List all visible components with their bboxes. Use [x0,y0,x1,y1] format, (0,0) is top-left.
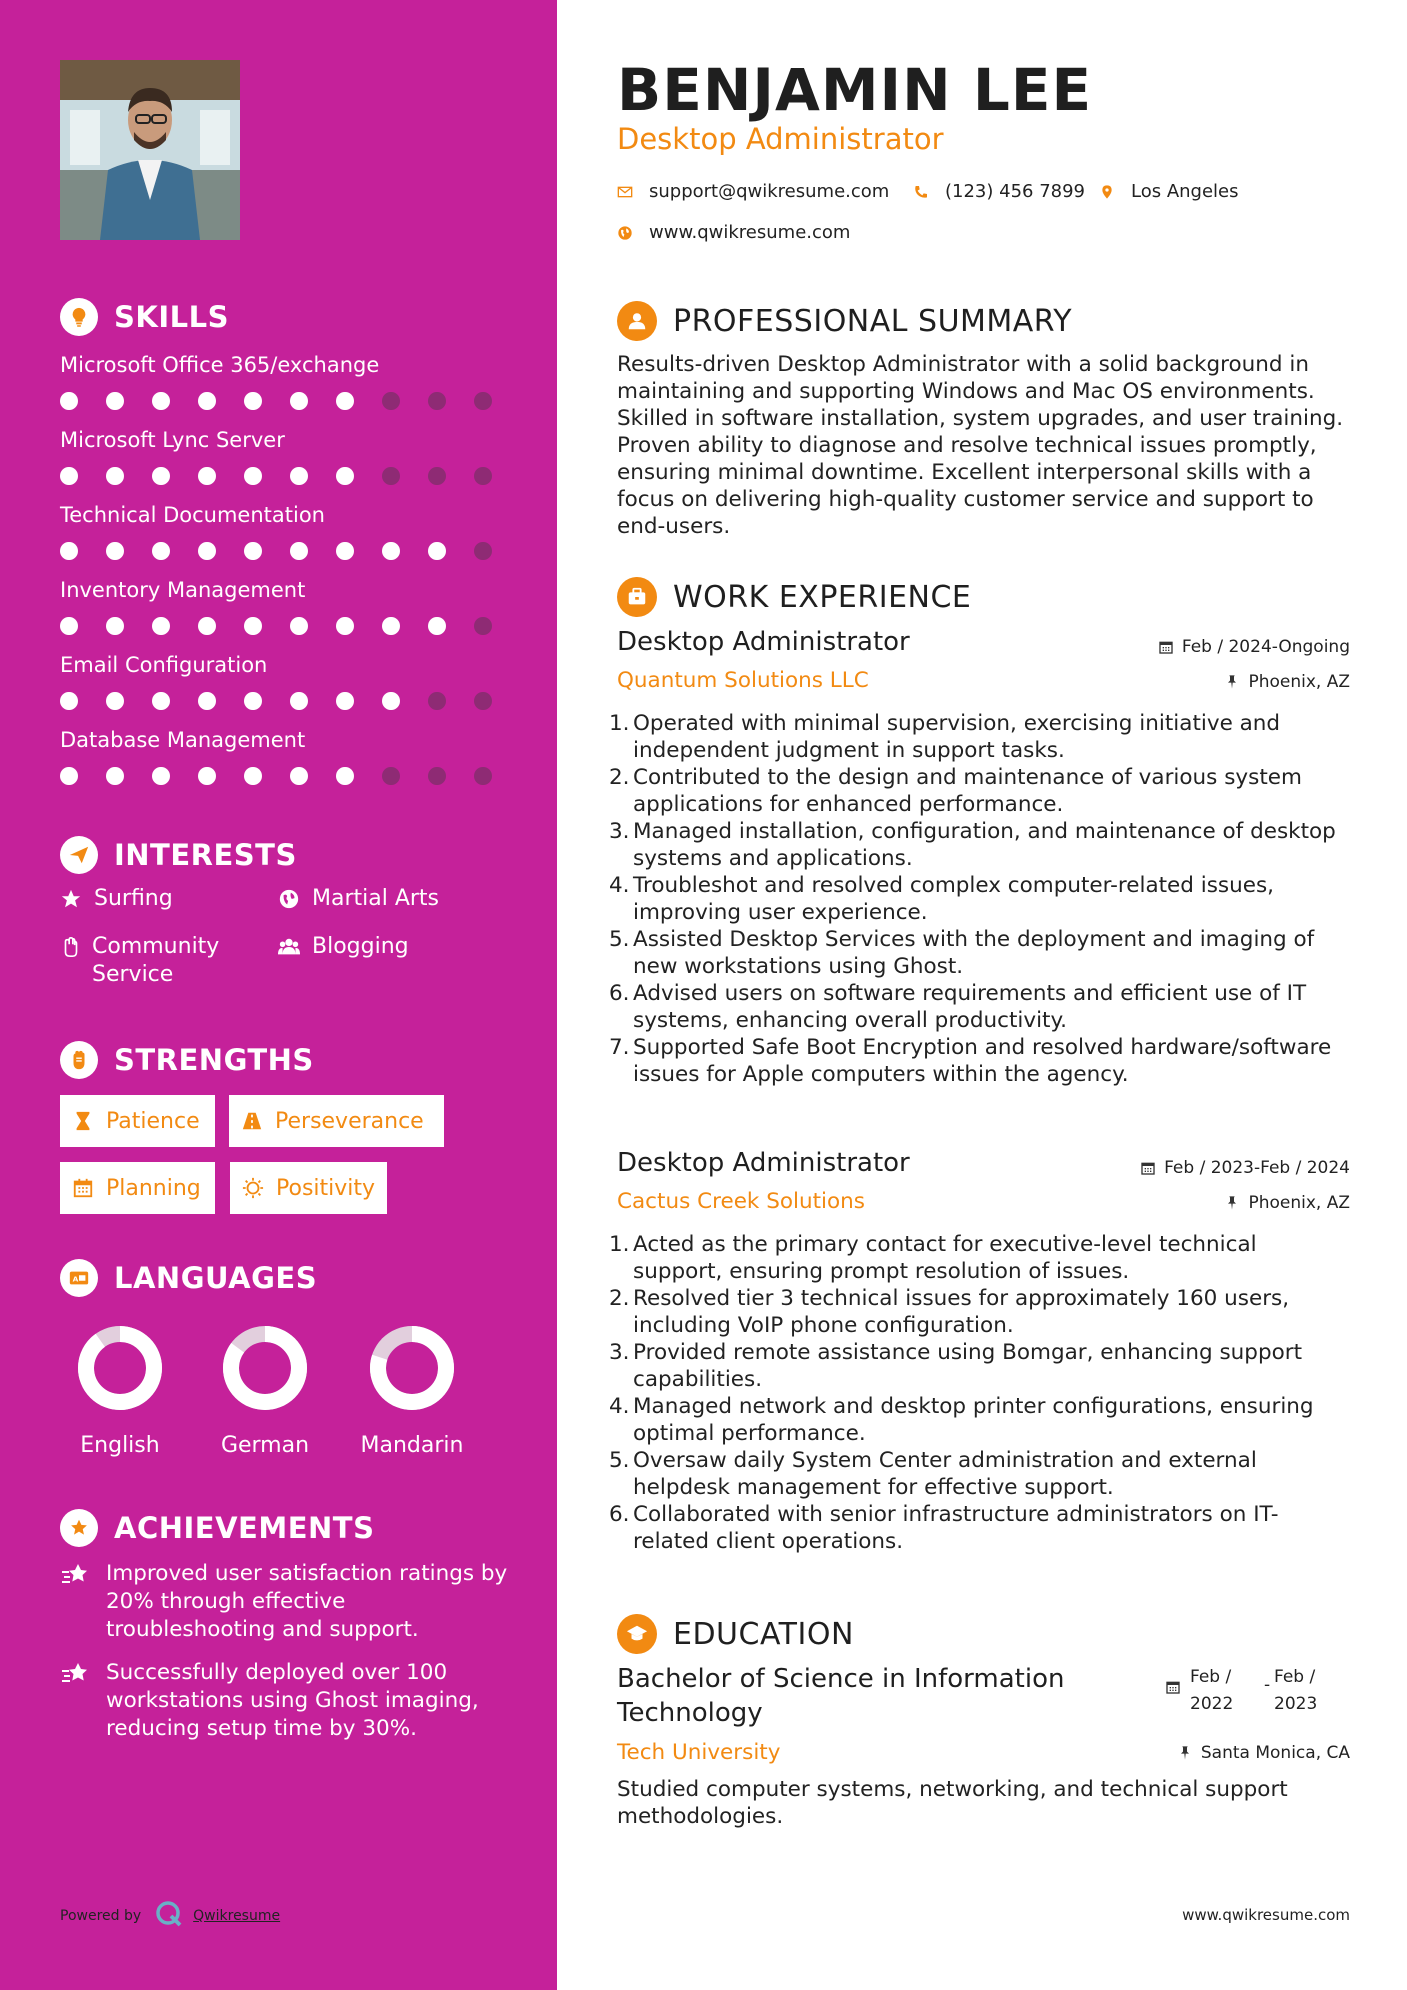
list-number: 1. [609,711,630,736]
rating-dot-filled [244,542,262,560]
company-name: Cactus Creek Solutions [617,1189,866,1214]
pin-icon [1224,1195,1240,1211]
list-item [609,764,1350,818]
paper-plane-icon [60,836,98,874]
contact-phone[interactable]: (123) 456 7899 [913,181,1085,202]
translate-icon [60,1259,98,1297]
rating-dot-filled [106,767,124,785]
rating-dot-filled [336,767,354,785]
sidebar [0,0,557,1990]
rating-dot-empty [474,617,492,635]
rating-dot-filled [152,692,170,710]
shooting-star-icon [60,1659,92,1687]
rating-dot-filled [336,542,354,560]
rating-dot-filled [290,392,308,410]
rating-dot-filled [336,467,354,485]
star-badge-icon [60,1509,98,1547]
calendar-icon [1140,1160,1156,1176]
summary-heading: PROFESSIONAL SUMMARY [617,300,1072,342]
list-item [609,818,1350,872]
rating-dot-filled [290,617,308,635]
rating-dot-filled [198,467,216,485]
list-text: Supported Safe Boot Encryption and resolved hardware/software issues for Apple computers within the agency. [633,1035,1332,1087]
rating-dot-filled [106,617,124,635]
rating-dot-filled [244,467,262,485]
skill-item [60,426,520,486]
list-item [609,1447,1350,1501]
job-bullets [609,710,1350,1088]
rating-dot-filled [60,392,78,410]
contact-website[interactable]: www.qwikresume.com [617,222,850,243]
rating-dot-filled [152,767,170,785]
rating-dot-empty [428,467,446,485]
skill-item [60,501,520,561]
profile-photo [60,60,240,240]
list-text: Advised users on software requirements and efficient use of IT systems, enhancing overall productivity. [633,981,1307,1033]
hand-icon [60,933,82,961]
education-heading: EDUCATION [617,1613,854,1655]
skill-name: Database Management [60,728,306,752]
strength-tag: Patience [60,1095,215,1147]
qwikresume-logo [155,1900,183,1932]
interest-item: Community Service [60,933,260,989]
rating-dot-empty [428,392,446,410]
edu-end-date: Feb / 2023 [1274,1667,1318,1714]
list-number: 6. [609,1502,630,1527]
list-text: Collaborated with senior infrastructure administrators on IT-related client operations. [633,1502,1279,1554]
job-title: Desktop Administrator [617,627,910,657]
job-dates: Feb / 2024-Ongoing [1158,637,1350,657]
rating-dot-empty [382,767,400,785]
interest-item: Blogging [278,933,409,961]
rating-dot-filled [428,617,446,635]
rating-dot-empty [474,542,492,560]
list-item [609,1501,1350,1555]
language-level-ring [222,1325,308,1411]
candidate-name: BENJAMIN LEE [617,56,1093,124]
skill-item [60,651,520,711]
list-number: 4. [609,1394,630,1419]
skill-rating [60,766,520,786]
school-name: Tech University [617,1740,781,1765]
hourglass-icon [72,1110,94,1132]
list-text: Contributed to the design and maintenance of various system applications for enhanced performance. [633,765,1302,817]
skill-rating [60,466,520,486]
rating-dot-filled [198,767,216,785]
list-number: 5. [609,927,630,952]
job-bullets [609,1231,1350,1555]
rating-dot-filled [152,617,170,635]
rating-dot-filled [198,692,216,710]
rating-dot-filled [428,542,446,560]
pin-icon [1224,674,1240,690]
skill-name: Email Configuration [60,653,268,677]
rating-dot-filled [106,392,124,410]
rating-dot-filled [244,692,262,710]
rating-dot-filled [244,767,262,785]
list-number: 1. [609,1232,630,1257]
list-item [609,1285,1350,1339]
school-location: Santa Monica, CA [1177,1743,1350,1763]
rating-dot-filled [106,692,124,710]
skill-rating [60,691,520,711]
list-number: 4. [609,873,630,898]
qwikresume-link[interactable]: Qwikresume [193,1908,281,1924]
shooting-star-icon [60,1560,92,1588]
job-title: Desktop Administrator [617,1148,910,1178]
rating-dot-filled [152,467,170,485]
list-item [609,1393,1350,1447]
rating-dot-empty [382,467,400,485]
language-item [200,1325,330,1458]
skill-item [60,726,520,786]
language-item [347,1325,477,1458]
rating-dot-filled [152,392,170,410]
list-item [609,980,1350,1034]
list-item [609,710,1350,764]
company-name: Quantum Solutions LLC [617,668,869,693]
rating-dot-filled [336,617,354,635]
list-number: 2. [609,1286,630,1311]
degree-title: Bachelor of Science in Information [617,1664,1065,1694]
globe-icon [278,885,302,913]
list-item [609,1231,1350,1285]
list-number: 7. [609,1035,630,1060]
list-item [609,1339,1350,1393]
language-level-ring [369,1325,455,1411]
list-item [609,926,1350,980]
rating-dot-filled [198,617,216,635]
powered-by: Powered by Qwikresume [60,1900,280,1932]
candidate-role: Desktop Administrator [617,122,944,156]
list-text: Acted as the primary contact for executive-level technical support, ensuring prompt resolution of issues. [633,1232,1257,1284]
strength-tag: Planning [60,1162,215,1214]
edu-start-date: Feb / 2022 [1190,1667,1234,1714]
language-level-ring [77,1325,163,1411]
envelope-icon [617,184,633,200]
rating-dot-empty [474,467,492,485]
interest-item: Martial Arts [278,885,439,913]
graduation-icon [617,1614,657,1654]
list-item [609,872,1350,926]
strengths-heading: STRENGTHS [60,1040,314,1080]
rating-dot-filled [60,767,78,785]
rating-dot-filled [152,542,170,560]
sun-icon [242,1177,264,1199]
rating-dot-empty [474,767,492,785]
calendar-icon [1165,1677,1181,1704]
rating-dot-filled [336,692,354,710]
skill-item [60,351,520,411]
interest-item: Surfing [60,885,173,913]
job-location: Phoenix, AZ [1224,1193,1350,1213]
fist-icon [60,1041,98,1079]
summary-text: Results-driven Desktop Administrator with a solid background in maintaining and supporting Windows and Mac OS environments. Skilled in software installation, system upgrades, and user training. Proven ability to diagnose and resolve technical issues promptly, ensuring minimal downtime. Excellent interpersonal skills with a focus on delivering high-quality customer service and support to end-users. [617,352,1344,539]
map-pin-icon [1099,184,1115,200]
strength-tag: Positivity [230,1162,387,1214]
skills-heading: SKILLS [60,297,229,337]
skill-rating [60,391,520,411]
list-text: Troubleshot and resolved complex computer-related issues, improving user experience. [633,873,1275,925]
list-text: Assisted Desktop Services with the deployment and imaging of new workstations using Ghost. [633,927,1315,979]
job-location: Phoenix, AZ [1224,672,1350,692]
rating-dot-empty [428,767,446,785]
star-icon [60,885,84,913]
list-text: Oversaw daily System Center administration and external helpdesk management for effective support. [633,1448,1257,1500]
briefcase-icon [617,577,657,617]
list-number: 5. [609,1448,630,1473]
list-item [609,1034,1350,1088]
achievement-item: Improved user satisfaction ratings by 20% through effective troubleshooting and support. [60,1560,510,1644]
lightbulb-icon [60,298,98,336]
user-icon [617,301,657,341]
rating-dot-empty [428,692,446,710]
rating-dot-filled [290,467,308,485]
rating-dot-filled [60,542,78,560]
rating-dot-empty [474,392,492,410]
svg-text:A: A [72,1274,79,1284]
achievement-item: Successfully deployed over 100 workstations using Ghost imaging, reducing setup time by 30%. [60,1659,510,1743]
edu-date-separator: - [1264,1675,1271,1695]
list-text: Managed network and desktop printer configurations, ensuring optimal performance. [633,1394,1314,1446]
skill-rating [60,541,520,561]
skill-rating [60,616,520,636]
rating-dot-filled [290,542,308,560]
rating-dot-filled [382,617,400,635]
rating-dot-filled [244,617,262,635]
rating-dot-filled [244,392,262,410]
contact-email[interactable]: support@qwikresume.com [617,181,889,202]
interests-heading: INTERESTS [60,835,297,875]
rating-dot-filled [382,542,400,560]
ring-fill [86,1334,154,1402]
skill-name: Inventory Management [60,578,306,602]
language-name: German [220,1433,310,1458]
list-text: Managed installation, configuration, and maintenance of desktop systems and applications. [633,819,1336,871]
globe-icon [617,225,633,241]
main-content [609,0,1350,1990]
rating-dot-filled [290,767,308,785]
language-name: Mandarin [360,1433,464,1458]
group-icon [278,933,302,961]
language-name: English [80,1433,160,1458]
pin-icon [1177,1745,1193,1761]
road-icon [241,1110,263,1132]
rating-dot-filled [198,542,216,560]
list-number: 2. [609,765,630,790]
list-text: Resolved tier 3 technical issues for approximately 160 users, including VoIP phone configuration. [633,1286,1290,1338]
rating-dot-filled [290,692,308,710]
rating-dot-filled [382,692,400,710]
calendar-icon [1158,639,1174,655]
rating-dot-empty [382,392,400,410]
footer-website[interactable]: www.qwikresume.com [1182,1906,1350,1924]
language-item [55,1325,185,1458]
list-number: 3. [609,819,630,844]
rating-dot-filled [336,392,354,410]
rating-dot-empty [474,692,492,710]
experience-heading: WORK EXPERIENCE [617,576,971,618]
skill-name: Microsoft Lync Server [60,428,285,452]
rating-dot-filled [60,467,78,485]
rating-dot-filled [60,692,78,710]
calendar-icon [72,1177,94,1199]
contact-location: Los Angeles [1099,181,1239,202]
strength-tag: Perseverance [229,1095,444,1147]
education-description: Studied computer systems, networking, and technical support methodologies. [617,1777,1288,1829]
list-number: 3. [609,1340,630,1365]
phone-icon [913,184,929,200]
rating-dot-filled [106,542,124,560]
rating-dot-filled [106,467,124,485]
skill-name: Microsoft Office 365/exchange [60,353,380,377]
list-number: 6. [609,981,630,1006]
degree-title-cont: Technology [617,1698,763,1728]
skill-item [60,576,520,636]
skill-name: Technical Documentation [60,503,325,527]
job-dates: Feb / 2023-Feb / 2024 [1140,1158,1350,1178]
list-text: Operated with minimal supervision, exercising initiative and independent judgment in support tasks. [633,711,1281,763]
rating-dot-filled [60,617,78,635]
list-text: Provided remote assistance using Bomgar, enhancing support capabilities. [633,1340,1303,1392]
rating-dot-filled [198,392,216,410]
languages-heading: A LANGUAGES [60,1258,317,1298]
achievements-heading: ACHIEVEMENTS [60,1508,374,1548]
